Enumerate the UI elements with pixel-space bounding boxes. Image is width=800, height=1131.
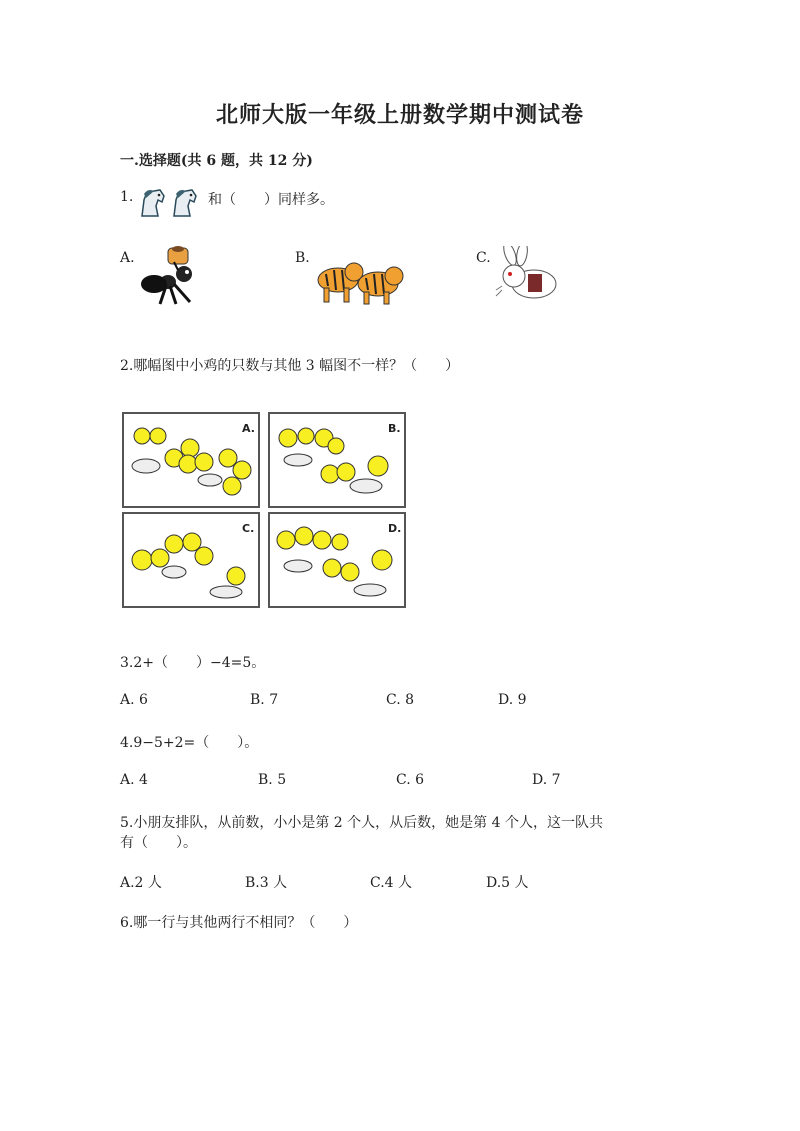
q3-text: 3.2+（ ）−4=5。 xyxy=(120,655,266,671)
q5-text-line1: 5.小朋友排队，从前数，小小是第 2 个人，从后数，她是第 4 个人，这一队共 xyxy=(120,815,603,831)
ant-image xyxy=(138,244,210,310)
panel-label: D. xyxy=(388,522,402,535)
q5-option-a[interactable]: A.2 人 xyxy=(120,875,162,891)
q4-option-d[interactable]: D. 7 xyxy=(532,772,561,788)
q3-option-c[interactable]: C. 8 xyxy=(386,692,415,708)
q4-option-b[interactable]: B. 5 xyxy=(258,772,287,788)
page-title: 北师大版一年级上册数学期中测试卷 xyxy=(215,102,584,128)
chicks-image xyxy=(270,414,404,506)
horse-icon xyxy=(142,190,164,216)
rabbit-image xyxy=(494,246,564,308)
horses-image xyxy=(136,186,204,222)
chick-panel-b xyxy=(268,412,406,508)
q3-option-b[interactable]: B. 7 xyxy=(250,692,279,708)
q3-option-d[interactable]: D. 9 xyxy=(498,692,527,708)
q4-option-a[interactable]: A. 4 xyxy=(120,772,148,788)
chicks-image xyxy=(124,414,258,506)
tigers-image xyxy=(314,252,404,308)
chicks-image xyxy=(124,514,258,606)
panel-label: C. xyxy=(242,522,255,535)
horse-icon xyxy=(174,190,196,216)
q5-option-c[interactable]: C.4 人 xyxy=(370,875,413,891)
q5-option-d[interactable]: D.5 人 xyxy=(486,875,529,891)
panel-label: A. xyxy=(242,422,255,435)
q4-text: 4.9−5+2=（ ）。 xyxy=(120,735,259,751)
chick-panel-d xyxy=(268,512,406,608)
q1-number: 1. xyxy=(120,189,134,205)
q6-text: 6.哪一行与其他两行不相同？（ ） xyxy=(120,915,358,931)
q3-option-a[interactable]: A. 6 xyxy=(120,692,148,708)
chick-panel-a xyxy=(122,412,260,508)
q2-text: 2.哪幅图中小鸡的只数与其他 3 幅图不一样？（ ） xyxy=(120,358,460,374)
tiger-icon xyxy=(358,267,403,304)
q1-option-c-label: C. xyxy=(476,250,491,266)
q5-text-line2: 有（ ）。 xyxy=(120,835,197,851)
chick-panel-c xyxy=(122,512,260,608)
section-heading: 一.选择题(共 6 题，共 12 分) xyxy=(120,153,313,169)
q4-option-c[interactable]: C. 6 xyxy=(396,772,425,788)
tiger-icon xyxy=(318,263,363,302)
q1-text: 和（ ）同样多。 xyxy=(208,192,334,208)
q1-option-a-label: A. xyxy=(120,250,135,266)
q5-option-b[interactable]: B.3 人 xyxy=(245,875,288,891)
chicks-image xyxy=(270,514,404,606)
panel-label: B. xyxy=(388,422,401,435)
q1-option-b-label: B. xyxy=(295,250,310,266)
